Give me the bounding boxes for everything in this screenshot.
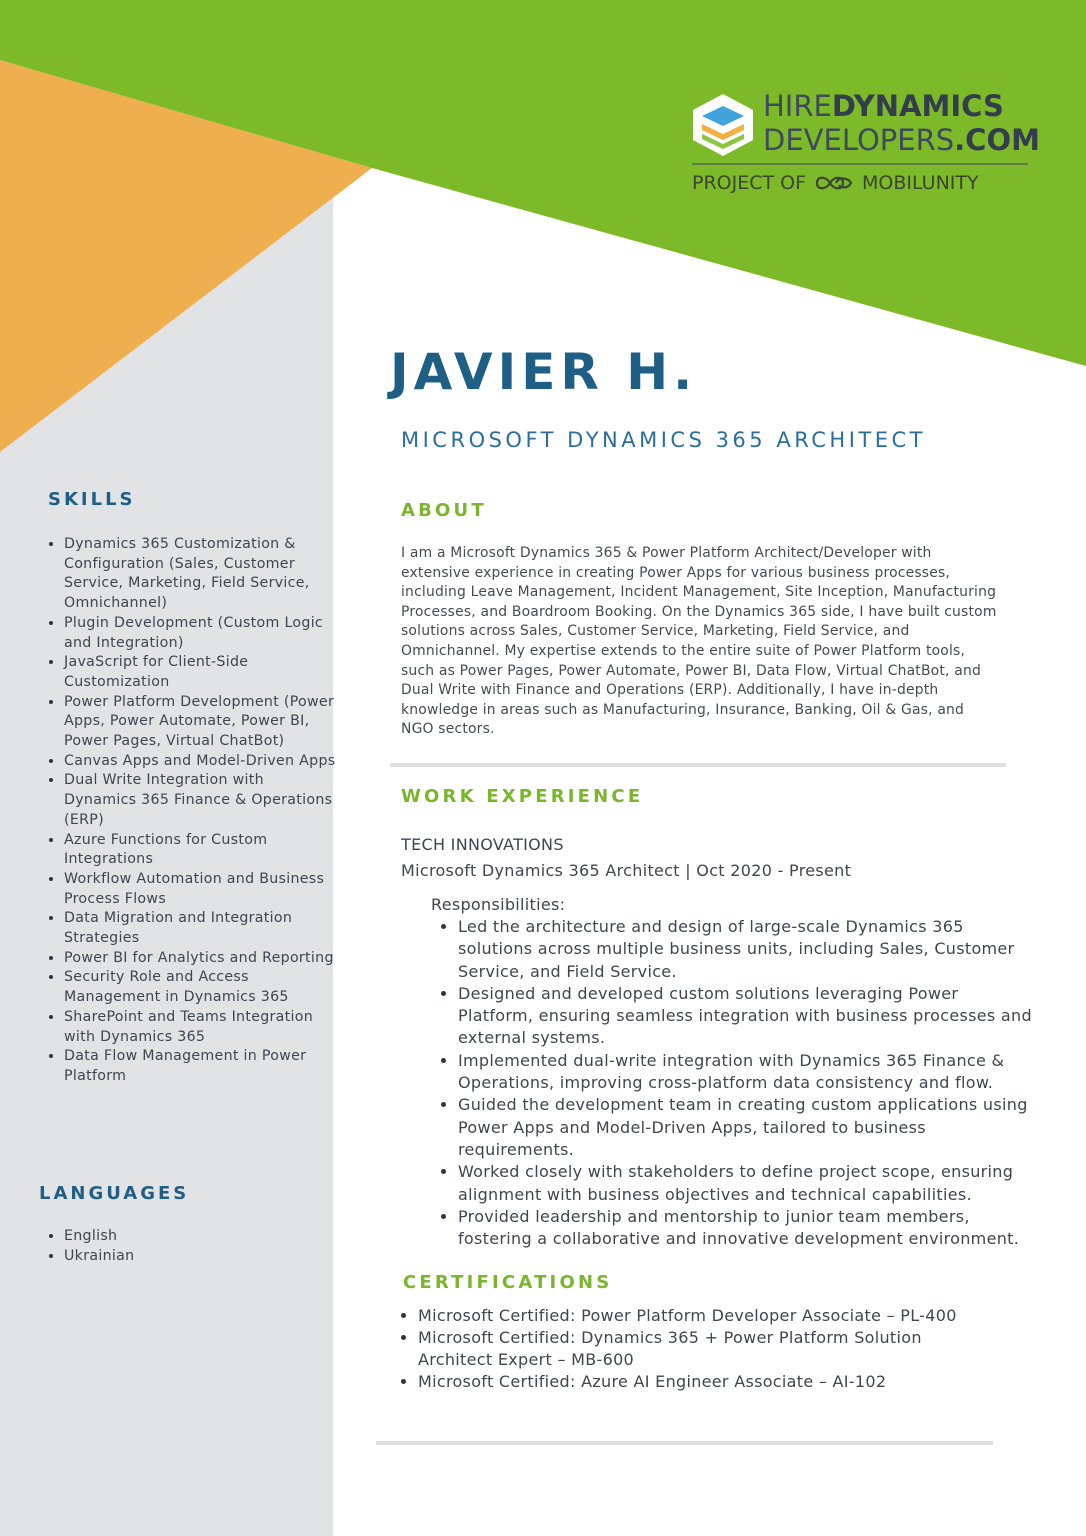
skill-item: • JavaScript for Client-Side Customization — [64, 653, 336, 692]
skill-item: • Security Role and Access Management in Dynamics 365 — [64, 968, 336, 1007]
logo-text-dynamics: DYNAMICS — [831, 89, 1004, 123]
logo-tag-mobilunity: MOBILUNITY — [862, 172, 979, 194]
certifications-heading: CERTIFICATIONS — [403, 1272, 613, 1293]
skill-item: • Power Platform Development (Power Apps, Power Automate, Power BI, Power Pages, Virtual ChatBot) — [64, 693, 336, 752]
bottom-divider — [376, 1441, 993, 1445]
logo-text-developers: DEVELOPERS — [763, 123, 955, 157]
company-name: TECH INNOVATIONS — [401, 835, 564, 854]
language-item: • Ukrainian — [64, 1247, 314, 1267]
responsibilities-list — [441, 916, 1038, 1250]
responsibility-item: • Worked closely with stakeholders to define project scope, ensuring alignment with business objectives and technical capabilities. — [458, 1161, 1038, 1206]
logo-line-1 — [763, 89, 1004, 123]
skill-item: • Workflow Automation and Business Process Flows — [64, 870, 336, 909]
responsibilities-label: Responsibilities: — [431, 895, 566, 914]
responsibility-item: • Led the architecture and design of large-scale Dynamics 365 solutions across multiple business units, including Sales, Customer Service, and Field Service. — [458, 916, 1038, 983]
about-text: I am a Microsoft Dynamics 365 & Power Platform Architect/Developer with extensive experience in creating Power Apps for various business processes, including Leave Management, Incident Management, Site Inception, Manufacturing Processes, and Boardroom Booking. On the Dynamics 365 side, I have built custom solutions across Sales, Customer Service, Marketing, Field Service, and Omnichannel. My expertise extends to the entire suite of Power Platform tools, such as Power Pages, Power Automate, Power BI, Data Flow, Virtual ChatBot, and Dual Write with Finance and Operations (ERP). Additionally, I have in-depth knowledge in areas such as Manufacturing, Insurance, Banking, Oil & Gas, and NGO sectors. — [401, 545, 997, 738]
skill-item: • Azure Functions for Custom Integrations — [64, 831, 336, 870]
skills-heading: SKILLS — [48, 489, 136, 510]
skill-item: • SharePoint and Teams Integration with Dynamics 365 — [64, 1008, 336, 1047]
skill-item: • Dual Write Integration with Dynamics 365 Finance & Operations (ERP) — [64, 771, 336, 830]
certification-item: • Microsoft Certified: Dynamics 365 + Power Platform Solution Architect Expert – MB-600 — [418, 1327, 978, 1371]
certifications-list — [401, 1305, 978, 1393]
section-divider — [390, 763, 1006, 767]
about-heading: ABOUT — [401, 500, 487, 521]
layers-logo-icon — [690, 92, 756, 158]
logo-text-hire: HIRE — [763, 89, 832, 123]
skill-item: • Power BI for Analytics and Reporting — [64, 949, 336, 969]
responsibility-item: • Provided leadership and mentorship to junior team members, fostering a collaborative and innovative development environment. — [458, 1206, 1038, 1251]
candidate-name: JAVIER H. — [390, 343, 698, 401]
logo-tagline — [692, 172, 979, 194]
skill-item: • Canvas Apps and Model-Driven Apps — [64, 752, 336, 772]
logo-line-2 — [763, 123, 1040, 157]
responsibility-item: • Guided the development team in creating custom applications using Power Apps and Model-Driven Apps, tailored to business requirements. — [458, 1094, 1038, 1161]
logo-tag-project-of: PROJECT OF — [692, 172, 807, 194]
work-experience-heading: WORK EXPERIENCE — [401, 786, 644, 807]
skill-item: • Data Flow Management in Power Platform — [64, 1047, 336, 1086]
skill-item: • Plugin Development (Custom Logic and Integration) — [64, 614, 336, 653]
company-logo — [690, 88, 1040, 198]
language-item: • English — [64, 1227, 314, 1247]
languages-list — [47, 1227, 314, 1266]
languages-heading: LANGUAGES — [39, 1183, 190, 1204]
responsibility-item: • Designed and developed custom solutions leveraging Power Platform, ensuring seamless integration with business processes and external systems. — [458, 983, 1038, 1050]
certification-item: • Microsoft Certified: Azure AI Engineer Associate – AI-102 — [418, 1371, 978, 1393]
logo-text-com: .COM — [954, 123, 1040, 157]
mobilunity-logo-icon — [814, 173, 854, 193]
skills-list — [47, 535, 336, 1087]
logo-divider — [692, 163, 1028, 165]
job-title-dates: Microsoft Dynamics 365 Architect | Oct 2020 - Present — [401, 861, 852, 880]
candidate-role: MICROSOFT DYNAMICS 365 ARCHITECT — [401, 428, 926, 452]
certification-item: • Microsoft Certified: Power Platform Developer Associate – PL-400 — [418, 1305, 978, 1327]
skill-item: • Data Migration and Integration Strategies — [64, 909, 336, 948]
responsibility-item: • Implemented dual-write integration with Dynamics 365 Finance & Operations, improving cross-platform data consistency and flow. — [458, 1050, 1038, 1095]
skill-item: • Dynamics 365 Customization & Configuration (Sales, Customer Service, Marketing, Field Service, Omnichannel) — [64, 535, 336, 614]
